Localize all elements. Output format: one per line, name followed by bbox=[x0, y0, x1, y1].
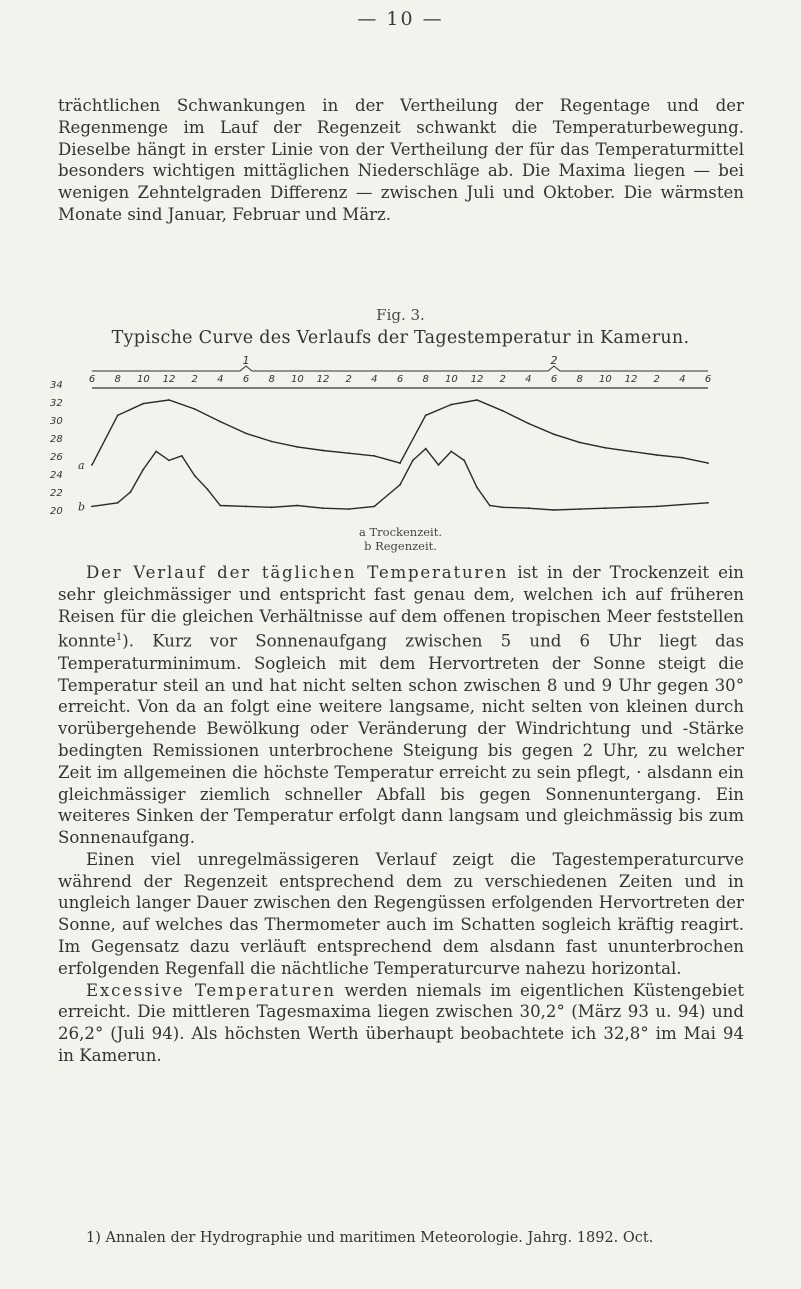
figure-title: Typische Curve des Verlaufs der Tagestemperatur in Kamerun. bbox=[111, 328, 690, 348]
data-point-b bbox=[245, 506, 247, 508]
data-point-b bbox=[630, 506, 632, 508]
data-point-a bbox=[117, 414, 119, 416]
x-tick-label: 8 bbox=[576, 374, 583, 385]
paragraph-dry-season bbox=[58, 562, 744, 849]
y-tick-label: 28 bbox=[50, 433, 63, 445]
x-tick-label: 10 bbox=[598, 374, 612, 385]
data-point-b bbox=[489, 505, 491, 507]
data-point-a bbox=[604, 447, 606, 449]
y-tick-label: 32 bbox=[50, 397, 63, 409]
data-point-b bbox=[155, 451, 157, 453]
data-point-b bbox=[425, 448, 427, 450]
paragraph-excessive-body: werden niemals im eigentlichen Küstengebiet erreicht. Die mittleren Tagesmaxima liegen zwischen 30,2° (März 93 u. 94) und 26,2° (Juli 94). Als höchsten Werth überhaupt beobachtete ich 32,8° im Mai 94 in Kamerun. bbox=[58, 980, 744, 1066]
data-point-b bbox=[373, 506, 375, 508]
x-tick-label: 8 bbox=[268, 374, 275, 385]
y-tick-label: 34 bbox=[50, 379, 63, 391]
x-tick-label: 2 bbox=[499, 374, 506, 385]
data-point-b bbox=[450, 451, 452, 453]
data-point-b bbox=[604, 507, 606, 509]
paragraph-excessive-temperatures bbox=[58, 980, 744, 1067]
series-label-a: a bbox=[78, 458, 85, 472]
x-tick-label: 4 bbox=[217, 374, 224, 385]
footnote: 1) Annalen der Hydrographie und maritimen Meteorologie. Jahrg. 1892. Oct. bbox=[86, 1230, 654, 1246]
x-tick-label: 2 bbox=[653, 374, 660, 385]
x-tick-label: 12 bbox=[162, 374, 176, 385]
data-point-b bbox=[91, 506, 93, 508]
data-point-a bbox=[322, 450, 324, 452]
paragraph-excessive-lead: Excessive Temperaturen bbox=[86, 980, 336, 1000]
data-point-b bbox=[553, 509, 555, 511]
x-tick-label: 12 bbox=[316, 374, 330, 385]
data-point-a bbox=[91, 464, 93, 466]
x-tick-label: 4 bbox=[525, 374, 532, 385]
data-point-b bbox=[527, 507, 529, 509]
data-point-a bbox=[476, 399, 478, 401]
data-point-b bbox=[463, 460, 465, 462]
data-point-a bbox=[656, 454, 658, 456]
body-text bbox=[58, 562, 744, 1067]
data-point-a bbox=[219, 421, 221, 423]
data-point-b bbox=[399, 484, 401, 486]
day-label: 2 bbox=[550, 354, 558, 367]
paragraph-dry-season-body: ist in der Trockenzeit ein sehr gleichmässiger und entspricht fast genau dem, welchen ich auf früheren Reisen für die gleichen Verhältnisse auf dem offenen tropischen Meer feststellen konnte bbox=[58, 563, 744, 651]
data-point-a bbox=[579, 442, 581, 444]
chart-legend bbox=[0, 525, 801, 553]
data-point-a bbox=[425, 414, 427, 416]
data-point-b bbox=[219, 505, 221, 507]
data-point-a bbox=[450, 404, 452, 406]
paragraph-dry-season-lead: Der Verlauf der täglichen Temperaturen bbox=[86, 563, 509, 582]
data-point-a bbox=[681, 457, 683, 459]
data-point-b bbox=[681, 504, 683, 506]
data-point-b bbox=[142, 469, 144, 471]
x-tick-label: 2 bbox=[345, 374, 352, 385]
data-point-b bbox=[168, 460, 170, 462]
data-point-b bbox=[130, 491, 132, 493]
figure-label: Fig. 3. bbox=[376, 306, 425, 324]
data-point-b bbox=[412, 460, 414, 462]
data-point-b bbox=[207, 488, 209, 490]
data-point-b bbox=[476, 487, 478, 489]
x-tick-label: 10 bbox=[444, 374, 458, 385]
data-point-a bbox=[245, 433, 247, 435]
data-point-a bbox=[630, 451, 632, 453]
data-point-b bbox=[117, 502, 119, 504]
intro-text: trächtlichen Schwankungen in der Vertheilung der Regentage und der Regenmenge im Lauf der Regenzeit schwankt die Temperaturbewegung. Dieselbe hängt in erster Linie von der Vertheilung der für das Temperaturmittel besonders wichtigen mittäglichen Niederschläge ab. Die Maxima liegen — bei wenigen Zehntelgraden Differenz — zwischen Juli und Oktober. Die wärmsten Monate sind Januar, Februar und März. bbox=[58, 96, 744, 224]
data-point-b bbox=[296, 505, 298, 507]
x-tick-label: 12 bbox=[624, 374, 638, 385]
x-tick-label: 6 bbox=[88, 374, 96, 385]
x-tick-label: 8 bbox=[114, 374, 121, 385]
data-point-a bbox=[194, 408, 196, 410]
data-point-a bbox=[348, 452, 350, 454]
y-tick-label: 26 bbox=[50, 451, 63, 463]
y-tick-label: 30 bbox=[50, 415, 63, 427]
data-point-b bbox=[194, 475, 196, 477]
series-label-b: b bbox=[78, 500, 86, 514]
legend-b: b Regenzeit. bbox=[364, 539, 437, 553]
legend-a: a Trockenzeit. bbox=[358, 525, 443, 539]
x-tick-label: 6 bbox=[550, 374, 558, 385]
x-tick-label: 4 bbox=[371, 374, 378, 385]
temperature-chart-svg bbox=[48, 352, 748, 522]
data-point-a bbox=[399, 462, 401, 464]
intro-paragraph bbox=[58, 95, 744, 226]
temperature-chart bbox=[48, 352, 748, 522]
x-tick-label: 10 bbox=[136, 374, 150, 385]
data-point-b bbox=[322, 507, 324, 509]
x-tick-label: 6 bbox=[704, 374, 712, 385]
x-tick-label: 8 bbox=[422, 374, 429, 385]
day-label: 1 bbox=[242, 354, 250, 367]
footnote-reference: 1 bbox=[115, 632, 123, 644]
x-tick-label: 10 bbox=[290, 374, 304, 385]
series-line-b bbox=[92, 449, 708, 510]
x-tick-label: 6 bbox=[396, 374, 404, 385]
data-point-a bbox=[271, 441, 273, 443]
x-tick-label: 2 bbox=[191, 374, 198, 385]
y-tick-label: 24 bbox=[50, 469, 63, 481]
data-point-b bbox=[707, 502, 709, 504]
page-number-header: — 10 — bbox=[357, 8, 444, 30]
x-tick-label: 6 bbox=[242, 374, 250, 385]
data-point-b bbox=[438, 464, 440, 466]
data-point-a bbox=[142, 403, 144, 405]
data-point-b bbox=[502, 506, 504, 508]
data-point-b bbox=[271, 506, 273, 508]
data-point-b bbox=[656, 506, 658, 508]
data-point-a bbox=[296, 446, 298, 448]
paragraph-rainy-season: Einen viel unregelmässigeren Verlauf zeigt die Tagestemperaturcurve während der Regenzeit entsprechend dem zu verschiedenen Zeiten und in ungleich langer Dauer zwischen den Regengüssen erfolgenden Hervortreten der Sonne, auf welches das Thermometer auch im Schatten sogleich kräftig reagirt. Im Gegensatz dazu verläuft entsprechend dem alsdann fast ununterbrochen erfolgenden Regenfall die nächtliche Temperaturcurve nahezu horizontal. bbox=[58, 849, 744, 978]
data-point-a bbox=[527, 423, 529, 425]
data-point-b bbox=[579, 508, 581, 510]
data-point-a bbox=[553, 433, 555, 435]
y-tick-label: 20 bbox=[50, 506, 63, 517]
data-point-a bbox=[168, 399, 170, 401]
series-line-a bbox=[92, 400, 708, 465]
data-point-a bbox=[707, 462, 709, 464]
paragraph-dry-season-body-2: ). Kurz vor Sonnenaufgang zwischen 5 und 6 Uhr liegt das Temperaturminimum. Sogleich mit dem Hervortreten der Sonne steigt die Temperatur steil an und hat nicht selten schon zwischen 8 und 9 Uhr gegen 30° erreicht. Von da an folgt eine weitere langsame, nicht selten von kleinen durch vorübergehende Bewölkung oder Veränderung der Windrichtung und -Stärke bedingten Remissionen unterbrochene Steigung bis gegen 2 Uhr, zu welcher Zeit im allgemeinen die höchste Temperatur erreicht zu sein pflegt, · alsdann ein gleichmässiger ziemlich schneller Abfall bis gegen Sonnenuntergang. Ein weiteres Sinken der Temperatur erfolgt dann langsam und gleichmässig bis zum Sonnenaufgang. bbox=[58, 631, 744, 848]
data-point-a bbox=[502, 410, 504, 412]
x-tick-label: 4 bbox=[679, 374, 686, 385]
data-point-b bbox=[181, 455, 183, 457]
data-point-b bbox=[348, 508, 350, 510]
x-tick-label: 12 bbox=[470, 374, 484, 385]
data-point-a bbox=[373, 455, 375, 457]
y-tick-label: 22 bbox=[50, 487, 63, 499]
